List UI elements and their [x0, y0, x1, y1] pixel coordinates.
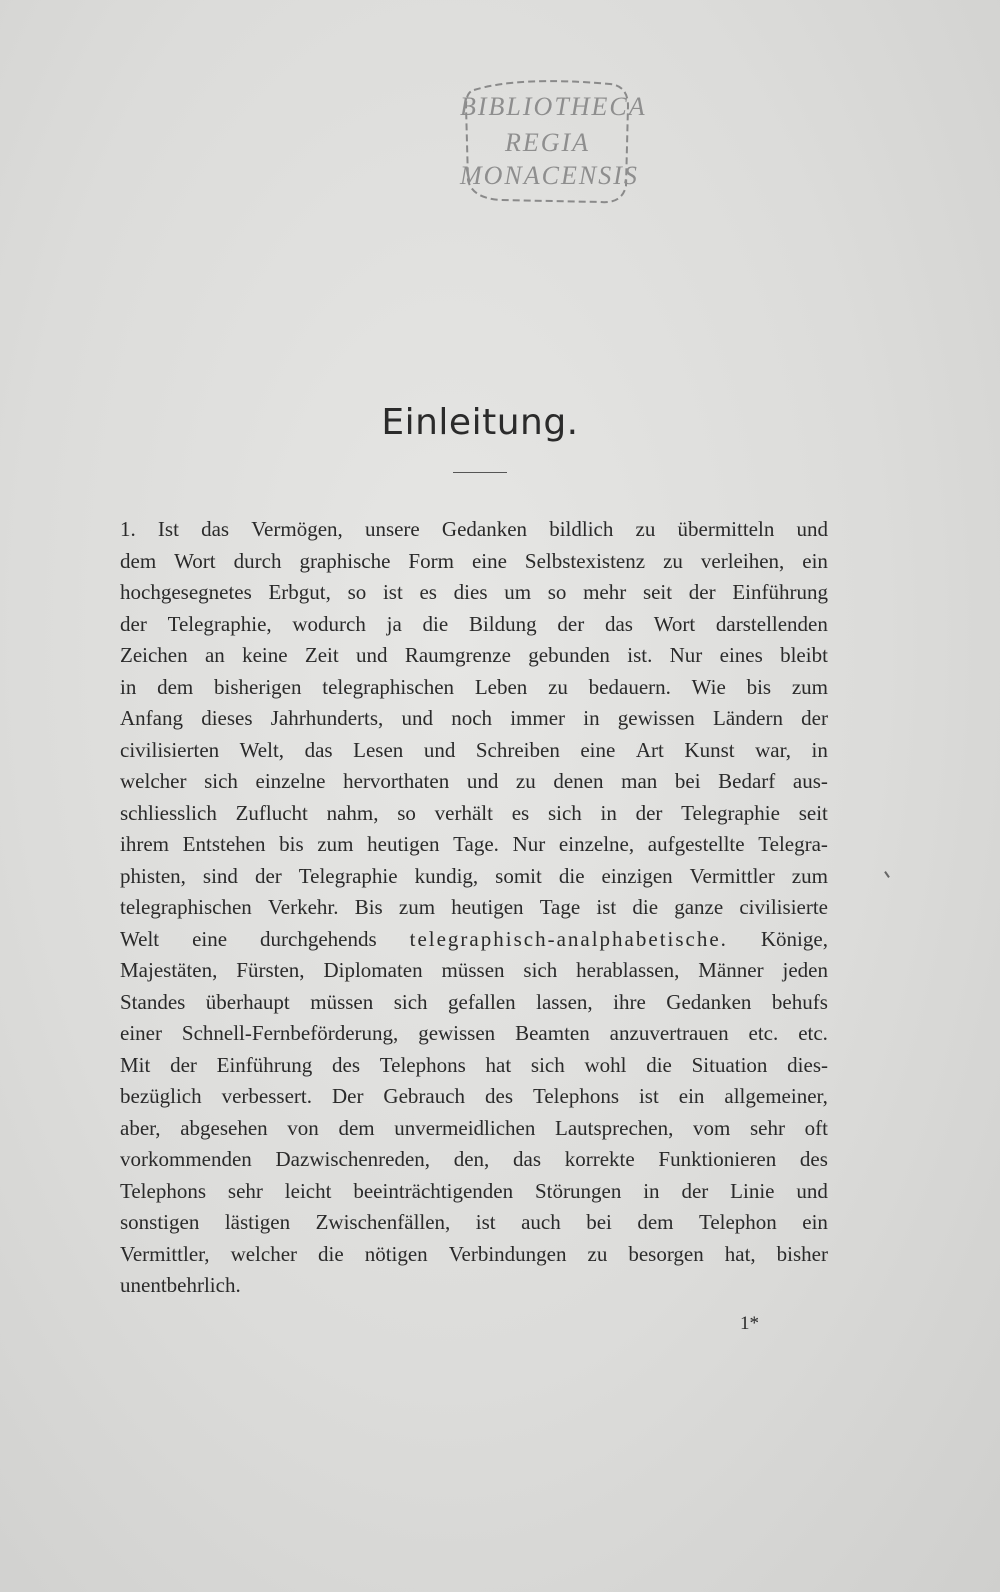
text-line: ihrem Entstehen bis zum heutigen Tage. Nur einzelne, aufgestellte Telegra- [120, 832, 828, 856]
ink-speck [884, 871, 890, 878]
text-line: sonstigen lästigen Zwischenfällen, ist auch bei dem Telephon ein [120, 1210, 828, 1234]
text-line: Vermittler, welcher die nötigen Verbindungen zu besorgen hat, bisher [120, 1241, 828, 1266]
text-line: Welt eine durchgehends telegraphisch-analphabetische. Könige, [120, 926, 828, 951]
text-line: welcher sich einzelne hervorthaten und zu denen man bei Bedarf aus- [120, 769, 828, 793]
text-line: der Telegraphie, wodurch ja die Bildung der das Wort darstellenden [120, 611, 828, 636]
stamp-line-1: BIBLIOTHECA [460, 92, 647, 121]
text-line: hochgesegnetes Erbgut, so ist es dies um so mehr seit der Einführung [120, 580, 828, 604]
library-stamp [460, 76, 647, 210]
text-line: telegraphischen Verkehr. Bis zum heutigen Tage ist die ganze civilisierte [120, 895, 828, 919]
text-line: in dem bisherigen telegraphischen Leben zu bedauern. Wie bis zum [120, 674, 828, 699]
text-line: civilisierten Welt, das Lesen und Schreiben eine Art Kunst war, in [120, 737, 828, 762]
text-line: Zeichen an keine Zeit und Raumgrenze gebunden ist. Nur eines bleibt [120, 643, 828, 667]
text-line: Anfang dieses Jahrhunderts, und noch immer in gewissen Ländern der [120, 706, 828, 730]
stamp-line-2: REGIA [504, 128, 591, 157]
text-line: vorkommenden Dazwischenreden, den, das korrekte Funktionieren des [120, 1147, 828, 1171]
body-paragraph [120, 514, 828, 1302]
chapter-heading: Einleitung. [381, 402, 579, 443]
text-line: phisten, sind der Telegraphie kundig, somit die einzigen Vermittler zum [120, 863, 828, 888]
text-line: bezüglich verbessert. Der Gebrauch des Telephons ist ein allgemeiner, [120, 1084, 828, 1108]
stamp-line-3: MONACENSIS [460, 161, 639, 190]
text-line: 1. Ist das Vermögen, unsere Gedanken bildlich zu übermitteln und [120, 517, 828, 541]
text-line: Majestäten, Fürsten, Diplomaten müssen sich herablassen, Männer jeden [120, 958, 828, 982]
text-line: unentbehrlich. [120, 1273, 241, 1297]
text-line: dem Wort durch graphische Form eine Selbstexistenz zu verleihen, ein [120, 548, 828, 573]
text-line: Telephons sehr leicht beeinträchtigenden Störungen in der Linie und [120, 1178, 828, 1203]
text-line: aber, abgesehen von dem unvermeidlichen Lautsprechen, vom sehr oft [120, 1115, 828, 1140]
text-line: Standes überhaupt müssen sich gefallen lassen, ihre Gedanken behufs [120, 989, 828, 1014]
page-number: 1* [740, 1313, 759, 1334]
heading-divider [453, 472, 507, 473]
text-line: Mit der Einführung des Telephons hat sich wohl die Situation dies- [120, 1052, 828, 1077]
text-line: einer Schnell-Fernbeförderung, gewissen Beamten anzuvertrauen etc. etc. [120, 1021, 828, 1045]
text-line: schliesslich Zuflucht nahm, so verhält es sich in der Telegraphie seit [120, 800, 828, 825]
